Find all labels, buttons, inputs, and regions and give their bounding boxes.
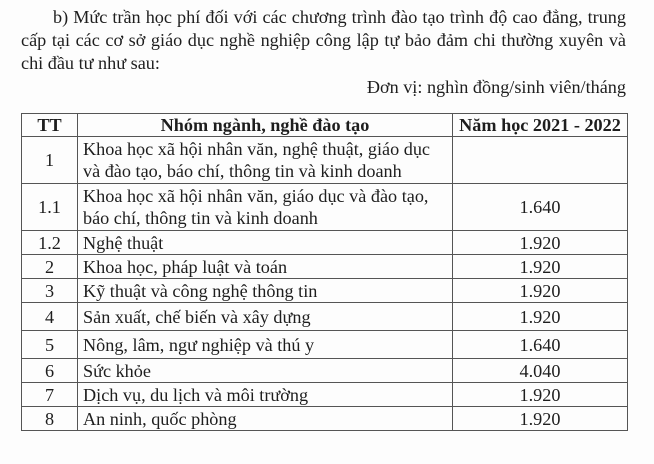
cell-group: Khoa học, pháp luật và toán (78, 255, 453, 279)
cell-tt: 7 (22, 383, 78, 407)
cell-tt: 1.2 (22, 231, 78, 255)
cell-tt: 2 (22, 255, 78, 279)
table-row (22, 359, 628, 383)
table-row (22, 279, 628, 303)
table-row (22, 184, 628, 231)
table-row (22, 407, 628, 431)
cell-group: Nghệ thuật (78, 231, 453, 255)
table-row (22, 255, 628, 279)
cell-group: Sản xuất, chế biến và xây dựng (78, 303, 453, 331)
cell-group: Dịch vụ, du lịch và môi trường (78, 383, 453, 407)
cell-value: 1.920 (453, 303, 628, 331)
intro-paragraph-text: b) Mức trần học phí đối với các chương trình đào tạo trình độ cao đẳng, trung cấp tại các cơ sở giáo dục nghề nghiệp công lập tự bảo đảm chi thường xuyên và chi đầu tư như sau: (21, 7, 626, 73)
unit-note: Đơn vị: nghìn đồng/sinh viên/tháng (366, 77, 626, 97)
cell-tt: 3 (22, 279, 78, 303)
cell-value: 1.640 (453, 331, 628, 359)
cell-value: 1.920 (453, 279, 628, 303)
header-tt: TT (22, 114, 78, 137)
table-row (22, 231, 628, 255)
table-row (22, 137, 628, 184)
cell-group: Khoa học xã hội nhân văn, giáo dục và đào tạo, báo chí, thông tin và kinh doanh (78, 184, 453, 231)
table-row (22, 331, 628, 359)
header-group: Nhóm ngành, nghề đào tạo (78, 114, 453, 137)
cell-value: 1.640 (453, 184, 628, 231)
intro-paragraph (21, 6, 626, 75)
cell-value: 4.040 (453, 359, 628, 383)
cell-tt: 1.1 (22, 184, 78, 231)
table-row (22, 303, 628, 331)
cell-group: Kỹ thuật và công nghệ thông tin (78, 279, 453, 303)
cell-tt: 1 (22, 137, 78, 184)
cell-value: 1.920 (453, 383, 628, 407)
cell-group: Sức khỏe (78, 359, 453, 383)
cell-tt: 4 (22, 303, 78, 331)
cell-tt: 5 (22, 331, 78, 359)
header-year: Năm học 2021 - 2022 (453, 114, 628, 137)
cell-tt: 6 (22, 359, 78, 383)
cell-value: 1.920 (453, 407, 628, 431)
table-header-row (22, 114, 628, 137)
tuition-fee-table (21, 113, 628, 431)
cell-group: An ninh, quốc phòng (78, 407, 453, 431)
table-row (22, 383, 628, 407)
cell-value: 1.920 (453, 255, 628, 279)
cell-value (453, 137, 628, 184)
cell-tt: 8 (22, 407, 78, 431)
cell-group: Khoa học xã hội nhân văn, nghệ thuật, giáo dục và đào tạo, báo chí, thông tin và kinh doanh (78, 137, 453, 184)
cell-value: 1.920 (453, 231, 628, 255)
cell-group: Nông, lâm, ngư nghiệp và thú y (78, 331, 453, 359)
